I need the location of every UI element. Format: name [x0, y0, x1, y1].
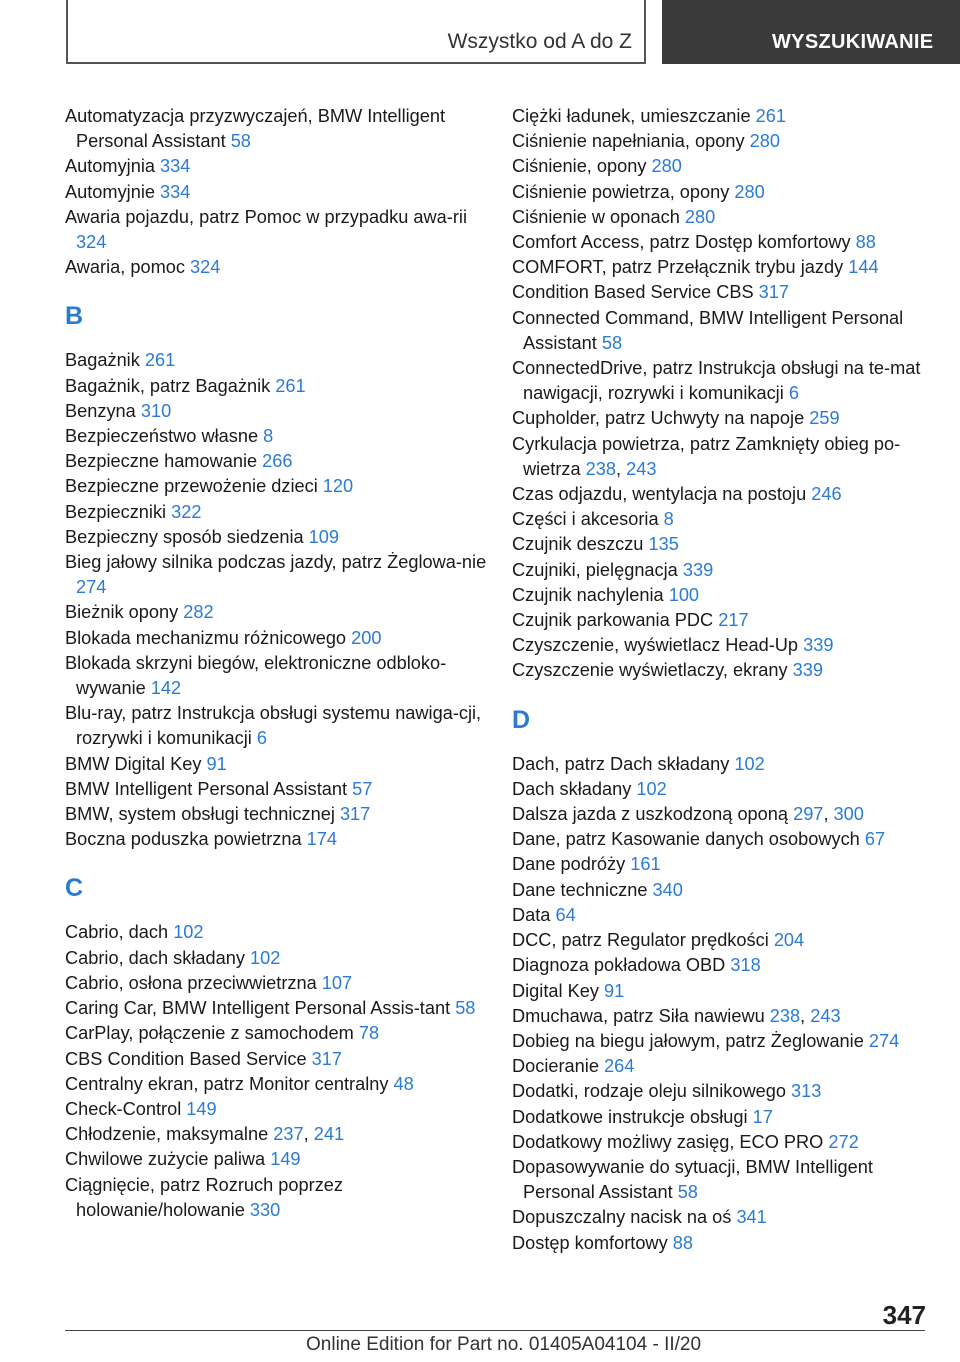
page-reference-link[interactable]: 102 — [636, 778, 667, 799]
index-entry — [65, 255, 495, 280]
page-reference-link[interactable]: 280 — [749, 131, 780, 152]
index-entry-text: Czujnik deszczu — [512, 534, 649, 555]
index-entry — [65, 399, 495, 424]
index-entry-text: Comfort Access, patrz Dostęp komfortowy — [512, 232, 856, 253]
page-reference-link[interactable]: 259 — [809, 408, 840, 429]
index-entry — [65, 946, 495, 971]
index-entry-text: Awaria, pomoc — [65, 257, 191, 278]
page-reference-link[interactable]: 58 — [455, 998, 476, 1019]
index-entry-text: Chłodzenie, maksymalne — [65, 1124, 274, 1145]
index-entry — [512, 154, 942, 179]
page-reference-link[interactable]: 107 — [321, 972, 353, 993]
page-reference-link[interactable]: 57 — [352, 778, 373, 799]
page-reference-link[interactable]: 8 — [263, 426, 274, 447]
page-reference-link[interactable]: 78 — [358, 1023, 380, 1044]
page-reference-link[interactable]: 200 — [351, 627, 382, 648]
index-entry — [512, 777, 942, 802]
index-entry-text: Dodatki, rodzaje oleju silnikowego — [512, 1081, 792, 1102]
index-entry: Dalsza jazda z uszkodzoną oponą 297, 300 — [512, 804, 864, 825]
index-entry — [65, 474, 495, 499]
index-entry — [65, 1173, 495, 1223]
page-reference-link[interactable]: 274 — [76, 577, 107, 598]
page-reference-link[interactable]: 6 — [788, 383, 799, 404]
page-reference-link[interactable]: 246 — [811, 484, 842, 505]
section-title: Wszystko od A do Z — [447, 30, 632, 53]
index-entry-text: Automyjnia — [65, 156, 161, 177]
index-entry-text: Data — [512, 904, 556, 925]
page-reference-link[interactable]: 317 — [311, 1048, 343, 1069]
page-reference-link[interactable]: 243 — [626, 458, 657, 479]
page-reference-link[interactable]: 324 — [190, 257, 221, 278]
index-entry — [65, 1147, 495, 1172]
index-entry — [512, 928, 942, 953]
page-reference-link[interactable]: 300 — [833, 804, 864, 825]
index-entry — [512, 356, 942, 406]
index-entry-text: Dach składany — [512, 778, 637, 799]
index-entry-text: Dach, patrz Dach składany — [512, 753, 735, 774]
edition-info: Online Edition for Part no. 01405A04104 - II/20 — [306, 1334, 702, 1355]
page-number: 347 — [882, 1300, 926, 1330]
index-entry — [512, 852, 942, 877]
index-entry — [512, 280, 942, 305]
index-entry-text: ConnectedDrive, patrz Instrukcja obsługi na te-mat nawigacji, rozrywki i komunikacji — [512, 358, 921, 404]
index-entry — [512, 658, 942, 683]
index-entry-text: Cabrio, dach składany — [65, 947, 251, 968]
page-reference-link[interactable]: 149 — [270, 1149, 301, 1170]
page-reference-link[interactable]: 280 — [734, 181, 765, 202]
index-entry-text: Bezpieczny sposób siedzenia — [65, 526, 309, 547]
index-entry — [65, 777, 495, 802]
index-letter-heading: C — [65, 874, 84, 903]
page-reference-link[interactable]: 264 — [604, 1056, 635, 1077]
index-entry-text: Bezpieczne przewożenie dzieci — [65, 476, 323, 497]
index-entry — [65, 525, 495, 550]
index-entry-text: Dostęp komfortowy — [512, 1232, 673, 1253]
index-entry-text: Bieg jałowy silnika podczas jazdy, patrz Żeglowa-nie — [65, 552, 487, 573]
index-entry-text: Chwilowe zużycie paliwa — [65, 1149, 271, 1170]
page-reference-link[interactable]: 243 — [810, 1005, 841, 1026]
index-entry — [512, 827, 942, 852]
index-entry-text: Bieżnik opony — [65, 602, 184, 623]
index-entry-text: Czujnik parkowania PDC — [512, 610, 719, 631]
page-reference-link[interactable]: 217 — [718, 610, 749, 631]
index-entry — [512, 1231, 942, 1256]
page-reference-link[interactable]: 339 — [803, 635, 834, 656]
index-entry-text: Ciężki ładunek, umieszczanie — [512, 106, 756, 126]
index-entry — [65, 1097, 495, 1122]
page-reference-link[interactable]: 64 — [555, 904, 576, 925]
index-entry — [512, 104, 942, 129]
page-reference-link[interactable]: 237 — [273, 1124, 304, 1145]
index-entry-text: CBS Condition Based Service — [65, 1048, 312, 1069]
index-entry — [65, 701, 495, 751]
index-entry — [65, 374, 495, 399]
page-reference-link[interactable]: 317 — [758, 282, 790, 303]
index-entry-text: Dodatkowy możliwy zasięg, ECO PRO — [512, 1131, 829, 1152]
page-reference-link[interactable]: 334 — [160, 156, 191, 177]
index-entry: Cyrkulacja powietrza, patrz Zamknięty obieg po-wietrza 238, 243 — [512, 433, 901, 479]
index-entry-text: Bezpieczeństwo własne — [65, 426, 264, 447]
page-reference-link[interactable]: 58 — [230, 131, 251, 152]
page-reference-link[interactable]: 324 — [76, 232, 107, 253]
page-reference-link[interactable]: 109 — [308, 526, 340, 547]
page-reference-link[interactable]: 334 — [160, 181, 191, 202]
page-reference-link[interactable]: 144 — [848, 257, 879, 278]
page-reference-link[interactable]: 280 — [684, 206, 716, 227]
index-entry — [512, 306, 942, 356]
index-entry-text: Dmuchawa, patrz Siła nawiewu — [512, 1005, 770, 1026]
index-entry-text: Ciśnienie, opony — [512, 156, 652, 177]
page-reference-link[interactable]: 266 — [262, 451, 293, 472]
index-entry — [512, 878, 942, 903]
index-entry — [65, 626, 495, 651]
index-entry — [512, 507, 942, 532]
page-reference-link[interactable]: 272 — [828, 1131, 859, 1152]
index-entry-text: Blu-ray, patrz Instrukcja obsługi systemu nawiga-cji, rozrywki i komunikacji — [65, 703, 482, 749]
section-header — [66, 0, 646, 64]
index-entry — [512, 129, 942, 154]
index-entry — [65, 154, 495, 179]
index-entry-text: Czas odjazdu, wentylacja na postoju — [512, 484, 812, 505]
index-entry-text: BMW Intelligent Personal Assistant — [65, 778, 353, 799]
page-reference-link[interactable]: 142 — [150, 678, 182, 699]
index-entry-text: Benzyna — [65, 400, 141, 421]
page-reference-link[interactable]: 280 — [651, 156, 682, 177]
index-entry-text: Digital Key — [512, 980, 604, 1001]
page-reference-link[interactable]: 340 — [652, 879, 683, 900]
index-entry-text: Dalsza jazda z uszkodzoną oponą — [512, 804, 794, 825]
index-entry-text: Ciągnięcie, patrz Rozruch poprzez holowanie/holowanie — [65, 1174, 343, 1220]
page-reference-link[interactable]: 241 — [313, 1124, 345, 1145]
index-entry — [65, 424, 495, 449]
page-reference-link[interactable]: 174 — [306, 829, 337, 850]
index-entry-text: Bezpieczne hamowanie — [65, 451, 263, 472]
index-entry-text: Bagażnik — [65, 350, 145, 371]
index-entry — [512, 482, 942, 507]
page-reference-link[interactable]: 204 — [773, 930, 805, 951]
search-tab-label: WYSZUKIWANIE — [772, 31, 934, 53]
index-entry — [512, 1079, 942, 1104]
page-reference-link[interactable]: 135 — [648, 534, 679, 555]
index-entry — [65, 500, 495, 525]
page-reference-link[interactable]: 100 — [668, 584, 700, 605]
index-entry-text: Centralny ekran, patrz Monitor centralny — [65, 1073, 394, 1094]
page-reference-link[interactable]: 330 — [249, 1199, 281, 1220]
index-entry-text: Dobieg na biegu jałowym, patrz Żeglowanie — [512, 1030, 869, 1051]
search-tab[interactable] — [662, 0, 960, 64]
index-entry — [65, 651, 495, 701]
index-entry-text: Check-Control — [65, 1098, 187, 1119]
index-entry — [512, 583, 942, 608]
index-entry-text: Dane podróży — [512, 854, 631, 875]
index-entry — [512, 752, 942, 777]
page-reference-link[interactable]: 274 — [868, 1030, 900, 1051]
index-entry-text: Cabrio, dach — [65, 922, 174, 943]
index-entry-text: Dopuszczalny nacisk na oś — [512, 1207, 737, 1228]
index-entry — [512, 180, 942, 205]
index-entry — [512, 1130, 942, 1155]
index-entry-text: Cyrkulacja powietrza, patrz Zamknięty obieg po-wietrza — [512, 433, 901, 479]
index-entry-text: Ciśnienie napełniania, opony — [512, 131, 750, 152]
index-column-left — [65, 104, 495, 1223]
index-entry-text: COMFORT, patrz Przełącznik trybu jazdy — [512, 257, 849, 278]
index-entry-text: Diagnoza pokładowa OBD — [512, 955, 731, 976]
page-reference-link[interactable]: 17 — [752, 1106, 773, 1127]
index-entry-text: Docieranie — [512, 1056, 604, 1077]
index-entry — [65, 449, 495, 474]
page-reference-link[interactable]: 149 — [186, 1098, 217, 1119]
index-entry — [512, 1105, 942, 1130]
page-reference-link[interactable]: 318 — [730, 955, 761, 976]
page-reference-link[interactable]: 261 — [275, 375, 306, 396]
page-reference-link[interactable]: 58 — [677, 1182, 698, 1203]
page-reference-link[interactable]: 102 — [173, 922, 204, 943]
index-entry: Dmuchawa, patrz Siła nawiewu 238, 243 — [512, 1005, 841, 1026]
index-entry — [512, 1029, 942, 1054]
index-entry — [512, 406, 942, 431]
index-column-right — [512, 104, 942, 1256]
index-entry-text: Caring Car, BMW Intelligent Personal Assis-tant — [65, 998, 456, 1019]
page-reference-link[interactable]: 317 — [339, 804, 371, 825]
index-entry-text: Cabrio, osłona przeciwwietrzna — [65, 972, 322, 993]
index-entry-text: Blokada mechanizmu różnicowego — [65, 627, 352, 648]
page-reference-link[interactable]: 58 — [601, 332, 623, 353]
page-reference-link[interactable]: 282 — [183, 602, 214, 623]
index-entry-text: Czujniki, pielęgnacja — [512, 559, 683, 580]
page-reference-link[interactable]: 341 — [736, 1207, 767, 1228]
index-entry-text: Automatyzacja przyzwyczajeń, BMW Intelligent Personal Assistant — [65, 106, 446, 152]
index-entry — [65, 1047, 495, 1072]
page-reference-link[interactable]: 102 — [250, 947, 281, 968]
index-entry — [512, 230, 942, 255]
page-reference-link[interactable]: 261 — [144, 350, 176, 371]
index-entry — [65, 971, 495, 996]
index-entry-text: DCC, patrz Regulator prędkości — [512, 930, 774, 951]
index-entry-text: Ciśnienie powietrza, opony — [512, 181, 735, 202]
page-reference-link[interactable]: 67 — [864, 829, 886, 850]
index-entry-text: Boczna poduszka powietrzna — [65, 829, 307, 850]
page-reference-link[interactable]: 310 — [140, 400, 172, 421]
index-entry-text: Awaria pojazdu, patrz Pomoc w przypadku awa-rii — [65, 206, 467, 227]
index-entry — [65, 600, 495, 625]
index-entry — [65, 205, 495, 255]
index-entry-text: Condition Based Service CBS — [512, 282, 759, 303]
index-entry — [512, 1054, 942, 1079]
index-entry-text: Automyjnie — [65, 181, 161, 202]
index-entry: Chłodzenie, maksymalne 237, 241 — [65, 1124, 345, 1145]
page-reference-link[interactable]: 339 — [792, 660, 823, 681]
index-entry-text: BMW Digital Key — [65, 753, 207, 774]
page-reference-link[interactable]: 238 — [585, 458, 617, 479]
index-entry — [512, 532, 942, 557]
index-entry — [512, 255, 942, 280]
index-entry — [65, 802, 495, 827]
page-reference-link[interactable]: 261 — [755, 106, 786, 126]
index-entry-text: Czyszczenie, wyświetlacz Head-Up — [512, 635, 804, 656]
index-entry — [65, 104, 495, 154]
index-entry-text: Ciśnienie w oponach — [512, 206, 685, 227]
index-entry-text: Dane, patrz Kasowanie danych osobowych — [512, 829, 865, 850]
index-letter-heading: B — [65, 302, 84, 331]
page-reference-link[interactable]: 91 — [604, 980, 625, 1001]
index-entry-text: Cupholder, patrz Uchwyty na napoje — [512, 408, 810, 429]
page-reference-link[interactable]: 6 — [256, 728, 268, 749]
index-entry — [512, 953, 942, 978]
page-reference-link[interactable]: 8 — [663, 509, 674, 530]
index-entry-text: Dodatkowe instrukcje obsługi — [512, 1106, 753, 1127]
index-entry — [512, 903, 942, 928]
page-reference-link[interactable]: 120 — [322, 476, 354, 497]
index-entry-text: CarPlay, połączenie z samochodem — [65, 1023, 359, 1044]
index-entry-text: Bezpieczniki — [65, 501, 172, 522]
index-entry — [65, 920, 495, 945]
page-reference-link[interactable]: 313 — [791, 1081, 822, 1102]
page-reference-link[interactable]: 322 — [171, 501, 202, 522]
index-letter-heading: D — [512, 705, 531, 734]
index-entry — [512, 1155, 942, 1205]
index-entry-text: Dane techniczne — [512, 879, 653, 900]
index-entry-text: Bagażnik, patrz Bagażnik — [65, 375, 276, 396]
index-entry-text: BMW, system obsługi technicznej — [65, 804, 340, 825]
index-entry — [65, 1021, 495, 1046]
index-entry — [65, 996, 495, 1021]
page-reference-link[interactable]: 339 — [682, 559, 714, 580]
index-entry — [512, 979, 942, 1004]
page-reference-link[interactable]: 161 — [630, 854, 661, 875]
index-entry — [65, 550, 495, 600]
index-entry-text: Czujnik nachylenia — [512, 584, 669, 605]
index-entry — [65, 1072, 495, 1097]
footer-divider — [65, 1330, 925, 1331]
page-reference-link[interactable]: 102 — [734, 753, 765, 774]
index-entry-text: Connected Command, BMW Intelligent Personal Assistant — [512, 307, 904, 353]
page-reference-link[interactable]: 48 — [393, 1073, 414, 1094]
index-entry — [512, 608, 942, 633]
index-entry — [512, 633, 942, 658]
index-entry — [512, 1205, 942, 1230]
index-entry — [65, 180, 495, 205]
page-reference-link[interactable]: 88 — [855, 232, 876, 253]
index-entry-text: Czyszczenie wyświetlaczy, ekrany — [512, 660, 793, 681]
index-entry-text: Dopasowywanie do sytuacji, BMW Intelligent Personal Assistant — [512, 1156, 873, 1203]
index-entry-text: Części i akcesoria — [512, 509, 664, 530]
page-reference-link[interactable]: 297 — [793, 804, 824, 825]
page-reference-link[interactable]: 88 — [672, 1232, 693, 1253]
index-entry — [512, 558, 942, 583]
page-reference-link[interactable]: 238 — [769, 1005, 801, 1026]
index-entry — [65, 827, 495, 852]
page-reference-link[interactable]: 91 — [206, 753, 227, 774]
index-entry — [65, 752, 495, 777]
index-entry-text: Blokada skrzyni biegów, elektroniczne odbloko-wywanie — [65, 652, 447, 699]
index-entry — [65, 348, 495, 373]
index-entry — [512, 205, 942, 230]
